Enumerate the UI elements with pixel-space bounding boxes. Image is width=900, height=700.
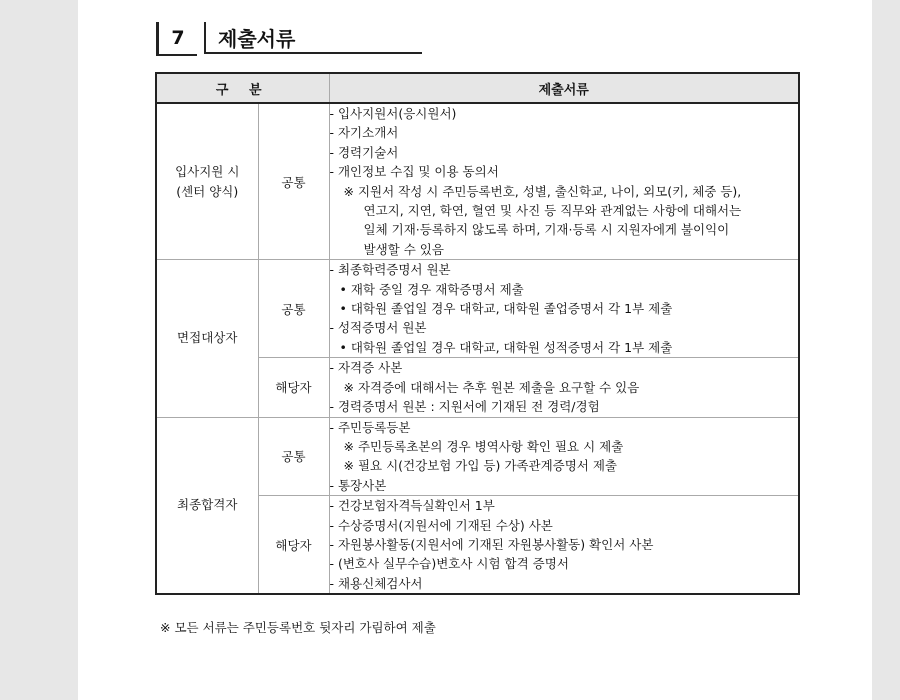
doc-line: - 성적증명서 원본 [329, 320, 427, 336]
category-label-line2: (센터 양식) [176, 183, 239, 199]
doc-line: - 개인정보 수집 및 이용 동의서 [329, 164, 499, 180]
doc-note-continuation: 일체 기재·등록하지 않도록 하며, 기재·등록 시 지원자에게 불이익이 [363, 222, 730, 238]
doc-line: - 통장사본 [329, 477, 387, 493]
documents-cell [329, 260, 799, 358]
category-cell: 면접대상자 [156, 260, 258, 417]
subcategory-cell: 공통 [258, 417, 329, 496]
subcategory-cell: 공통 [258, 260, 329, 358]
table-row [156, 103, 799, 260]
category-label-line1: 입사지원 시 [175, 163, 240, 179]
doc-line: - 자원봉사활동(지원서에 기재된 자원봉사활동) 확인서 사본 [329, 536, 654, 552]
subcategory-cell: 해당자 [258, 496, 329, 595]
doc-note-line: ※ 필요 시(건강보험 가입 등) 가족관계증명서 제출 [343, 458, 617, 474]
doc-line: - 경력기술서 [329, 144, 399, 160]
documents-table [155, 72, 800, 595]
doc-line: - 건강보험자격득실확인서 1부 [329, 498, 495, 514]
doc-note-line: ※ 자격증에 대해서는 추후 원본 제출을 요구할 수 있음 [343, 379, 640, 395]
doc-line: - 채용신체검사서 [329, 575, 423, 591]
doc-line: - 최종학력증명서 원본 [329, 262, 451, 278]
category-cell: 최종합격자 [156, 417, 258, 594]
doc-line: - 자격증 사본 [329, 360, 403, 376]
doc-note-line: ※ 지원서 작성 시 주민등록번호, 성별, 출신학교, 나이, 외모(키, 체중 등), [343, 183, 742, 199]
section-header [156, 22, 424, 56]
documents-cell [329, 358, 799, 417]
table-row [156, 260, 799, 358]
doc-note-continuation: 연고지, 지연, 학연, 혈연 및 사진 등 직무와 관계없는 사항에 대해서는 [363, 203, 742, 219]
doc-bullet-line: • 재학 중일 경우 재학증명서 제출 [339, 281, 524, 297]
doc-line: - (변호사 실무수습)변호사 시험 합격 증명서 [329, 556, 569, 572]
documents-cell [329, 417, 799, 496]
doc-note-line: ※ 주민등록초본의 경우 병역사항 확인 필요 시 제출 [343, 438, 624, 454]
doc-bullet-line: • 대학원 졸업일 경우 대학교, 대학원 성적증명서 각 1부 제출 [339, 339, 673, 355]
documents-cell [329, 103, 799, 260]
subcategory-cell: 해당자 [258, 358, 329, 417]
documents-cell [329, 496, 799, 595]
doc-line: - 주민등록등본 [329, 419, 411, 435]
doc-line: - 경력증명서 원본 : 지원서에 기재된 전 경력/경험 [329, 399, 600, 415]
footnote: ※ 모든 서류는 주민등록번호 뒷자리 가림하여 제출 [160, 620, 436, 635]
doc-line: - 자기소개서 [329, 125, 399, 141]
header-documents: 제출서류 [329, 73, 799, 103]
document-page [78, 0, 872, 700]
section-title: 제출서류 [204, 22, 422, 54]
doc-line: - 수상증명서(지원서에 기재된 수상) 사본 [329, 517, 553, 533]
section-number: 7 [156, 22, 197, 56]
header-category: 구 분 [156, 73, 329, 103]
table-header-row [156, 73, 799, 103]
doc-line: - 입사지원서(응시원서) [329, 106, 457, 121]
subcategory-cell: 공통 [258, 103, 329, 260]
table-row [156, 417, 799, 496]
category-cell [156, 103, 258, 260]
doc-note-continuation: 발생할 수 있음 [363, 241, 444, 257]
doc-bullet-line: • 대학원 졸업일 경우 대학교, 대학원 졸업증명서 각 1부 제출 [339, 301, 673, 317]
